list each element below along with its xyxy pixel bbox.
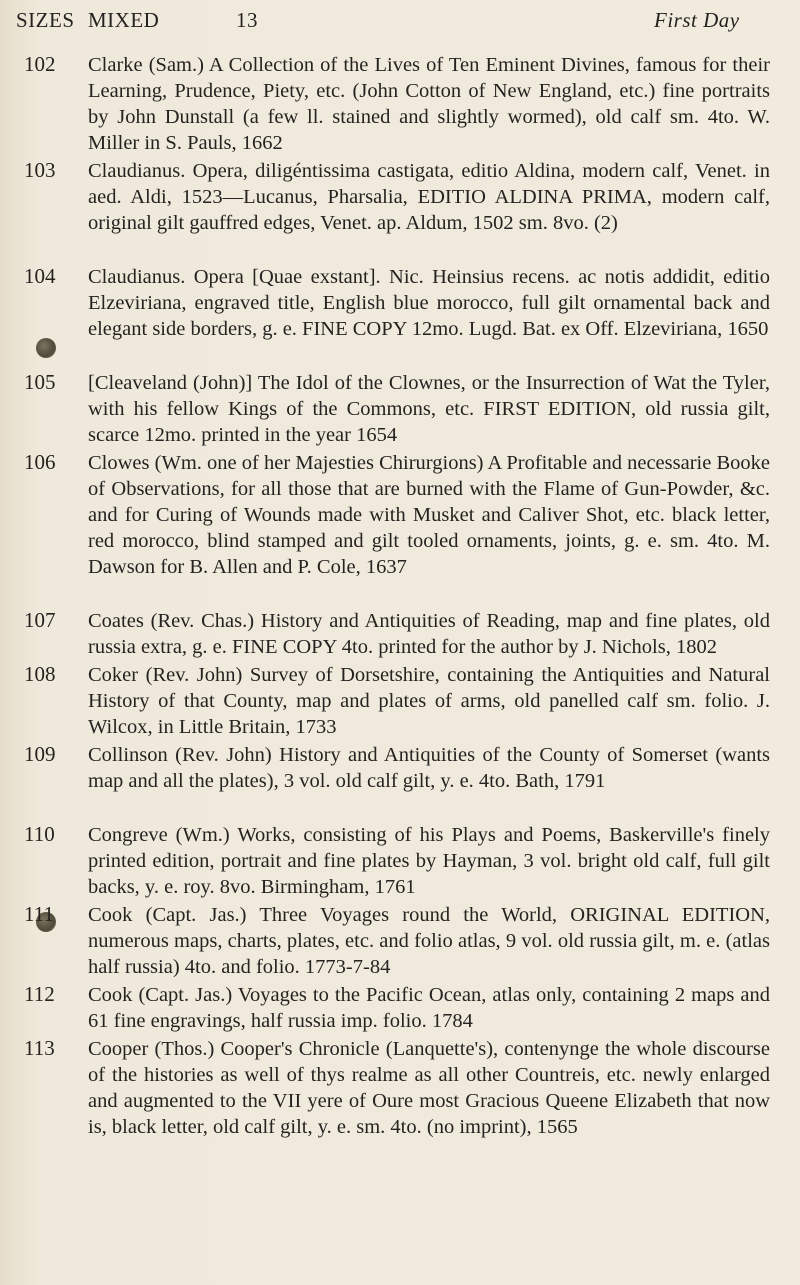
- lot-description: Cooper (Thos.) Cooper's Chronicle (Lanquette's), contenynge the whole discourse of the histories as well of thys realme as all other Countreis, etc. newly enlarged and augmented to the VII yere of Oure most Gracious Queene Elizabeth that now is, black letter, old calf gilt, y. e. sm. 4to. (no imprint), 1565: [88, 1038, 770, 1138]
- lot-description: Claudianus. Opera, diligéntissima castigata, editio Aldina, modern calf, Venet. in aed. Aldi, 1523—Lucanus, Pharsalia, EDITIO ALDINA PRIMA, modern calf, original gilt gauffred edges, Venet. ap. Aldum, 1502 sm. 8vo. (2): [88, 160, 770, 234]
- lot-description: Coker (Rev. John) Survey of Dorsetshire, containing the Antiquities and Natural History of that County, map and plates of arms, old panelled calf sm. folio. J. Wilcox, in Little Britain, 1733: [88, 664, 770, 738]
- lot-number: 102: [24, 52, 56, 76]
- lot-number: 107: [24, 608, 56, 632]
- lot-description: Claudianus. Opera [Quae exstant]. Nic. Heinsius recens. ac notis addidit, editio Elzeviriana, engraved title, English blue morocco, full gilt ornamental back and elegant side borders, g. e. FINE COPY 12mo. Lugd. Bat. ex Off. Elzeviriana, 1650: [88, 266, 770, 340]
- lot-number: 111: [24, 902, 54, 926]
- header-mixed: MIXED: [88, 8, 160, 32]
- lot-description: Collinson (Rev. John) History and Antiquities of the County of Somerset (wants map and all the plates), 3 vol. old calf gilt, y. e. 4to. Bath, 1791: [88, 744, 770, 792]
- lot-number: 113: [24, 1036, 55, 1060]
- lot-description: [Cleaveland (John)] The Idol of the Clownes, or the Insurrection of Wat the Tyler, with his fellow Kings of the Commons, etc. FIRST EDITION, old russia gilt, scarce 12mo. printed in the year 1654: [88, 372, 770, 446]
- lot-description: Cook (Capt. Jas.) Voyages to the Pacific Ocean, atlas only, containing 2 maps and 61 fine engravings, half russia imp. folio. 1784: [88, 984, 770, 1032]
- lot-description: Congreve (Wm.) Works, consisting of his Plays and Poems, Baskerville's finely printed edition, portrait and fine plates by Hayman, 3 vol. bright old calf, full gilt backs, y. e. roy. 8vo. Birmingham, 1761: [88, 824, 770, 898]
- lot-number: 108: [24, 662, 56, 686]
- lot-number: 109: [24, 742, 56, 766]
- lot-number: 103: [24, 158, 56, 182]
- lot-number: 104: [24, 264, 56, 288]
- lot-number: 105: [24, 370, 56, 394]
- lot-number: 110: [24, 822, 55, 846]
- page-header: [0, 8, 800, 40]
- binding-hole: [36, 338, 56, 358]
- lot-description: Cook (Capt. Jas.) Three Voyages round the World, ORIGINAL EDITION, numerous maps, charts, plates, etc. and folio atlas, 9 vol. old russia gilt, m. e. (atlas half russia) 4to. and folio. 1773-7-84: [88, 904, 770, 978]
- lot-number: 106: [24, 450, 56, 474]
- header-day: First Day: [654, 8, 740, 32]
- lot-number: 112: [24, 982, 55, 1006]
- lot-description: Coates (Rev. Chas.) History and Antiquities of Reading, map and fine plates, old russia extra, g. e. FINE COPY 4to. printed for the author by J. Nichols, 1802: [88, 610, 770, 658]
- lot-description: Clowes (Wm. one of her Majesties Chirurgions) A Profitable and necessarie Booke of Observations, for all those that are burned with the Flame of Gun-Powder, &c. and for Curing of Wounds made with Musket and Caliver Shot, etc. black letter, red morocco, blind stamped and gilt tooled ornaments, joints, g. e. sm. 4to. M. Dawson for B. Allen and P. Cole, 1637: [88, 452, 770, 578]
- header-sizes: SIZES: [16, 8, 75, 32]
- lot-description: Clarke (Sam.) A Collection of the Lives of Ten Eminent Divines, famous for their Learning, Prudence, Piety, etc. (John Cotton of New England, etc.) fine portraits by John Dunstall (a few ll. stained and slightly wormed), old calf sm. 4to. W. Miller in S. Pauls, 1662: [88, 54, 770, 154]
- page-number: 13: [236, 8, 258, 32]
